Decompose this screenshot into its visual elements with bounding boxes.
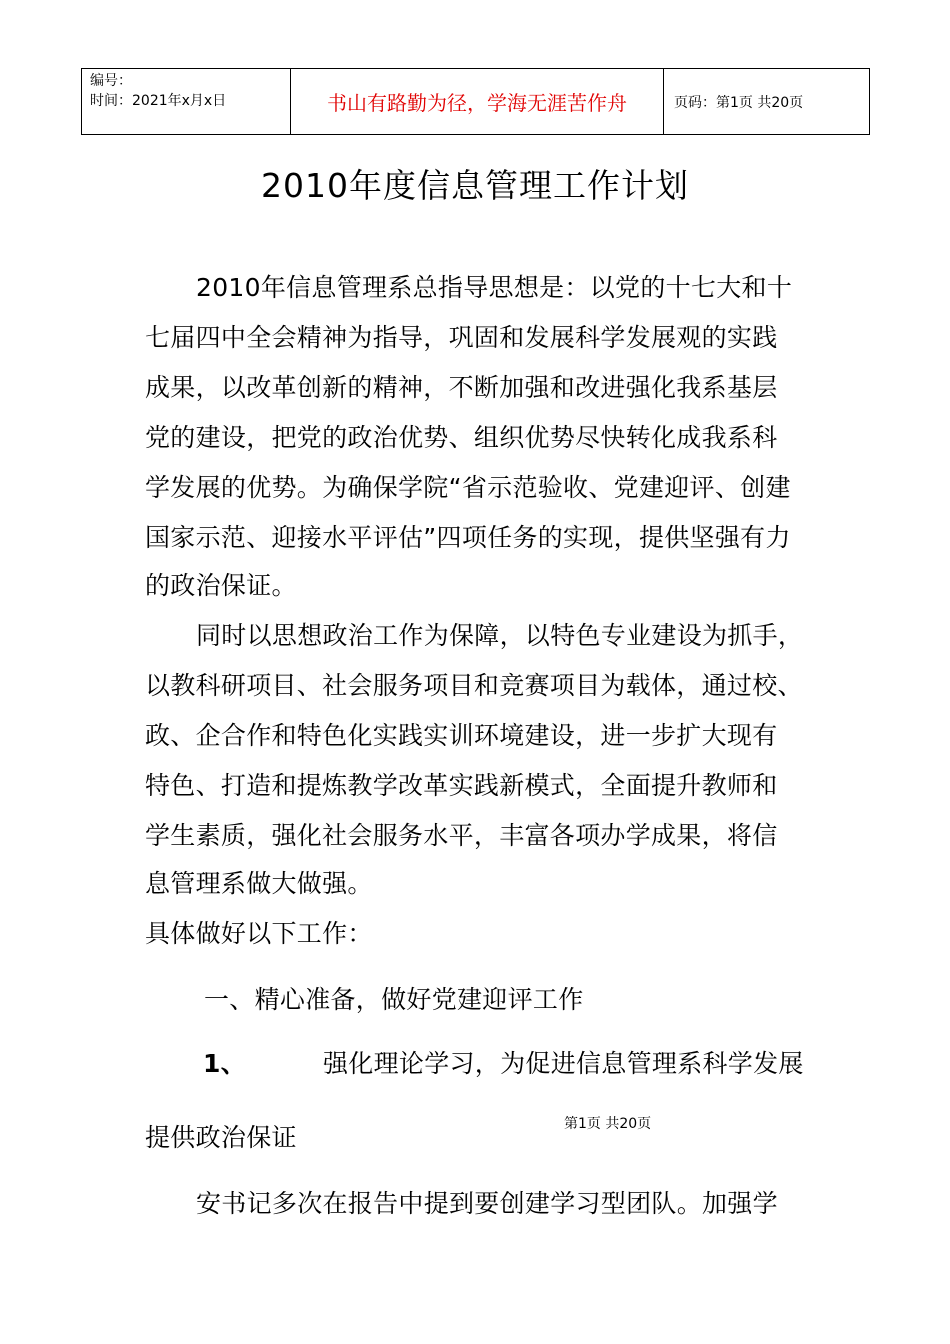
item-number: 1、 [203,1049,246,1078]
item-heading: 强化理论学习，为促进信息管理系科学发展 [323,1049,804,1078]
body-line: 息管理系做大做强。 [145,869,373,898]
body-line: 特色、打造和提炼教学改革实践新模式，全面提升教师和 [145,771,778,800]
body-line: 党的建设，把党的政治优势、组织优势尽快转化成我系科 [145,423,778,452]
body-line: 成果，以改革创新的精神，不断加强和改进强化我系基层 [145,373,778,402]
number-label: 编号： [90,73,132,89]
body-line: 七届四中全会精神为指导，巩固和发展科学发展观的实践 [145,323,778,352]
body-line: 安书记多次在报告中提到要创建学习型团队。加强学 [196,1189,778,1218]
header-left-cell [82,69,291,135]
body-line: 以教科研项目、社会服务项目和竞赛项目为载体，通过校、 [145,671,803,700]
body-line: 学生素质，强化社会服务水平，丰富各项办学成果，将信 [145,821,778,850]
body-line: 同时以思想政治工作为保障，以特色专业建设为抓手， [196,621,804,650]
body-line: 国家示范、迎接水平评估”四项任务的实现，提供坚强有力 [145,523,791,552]
body-line: 的政治保证。 [145,571,297,600]
item-heading-cont: 提供政治保证 [145,1123,297,1152]
body-line: 学发展的优势。为确保学院“省示范验收、党建迎评、创建 [145,473,791,502]
time-label: 时间：2021年x月x日 [90,93,227,109]
header-table [81,68,870,135]
document-title: 2010年度信息管理工作计划 [261,166,689,205]
body-line: 2010年信息管理系总指导思想是：以党的十七大和十 [196,273,793,302]
page-footer: 第1页 共20页 [564,1116,652,1132]
section-heading: 一、精心准备，做好党建迎评工作 [204,985,584,1014]
motto: 书山有路勤为径，学海无涯苦作舟 [291,69,664,135]
body-line: 政、企合作和特色化实践实训环境建设，进一步扩大现有 [145,721,778,750]
page-info: 页码：第1页 共20页 [664,69,870,135]
body-line: 具体做好以下工作： [145,919,373,948]
